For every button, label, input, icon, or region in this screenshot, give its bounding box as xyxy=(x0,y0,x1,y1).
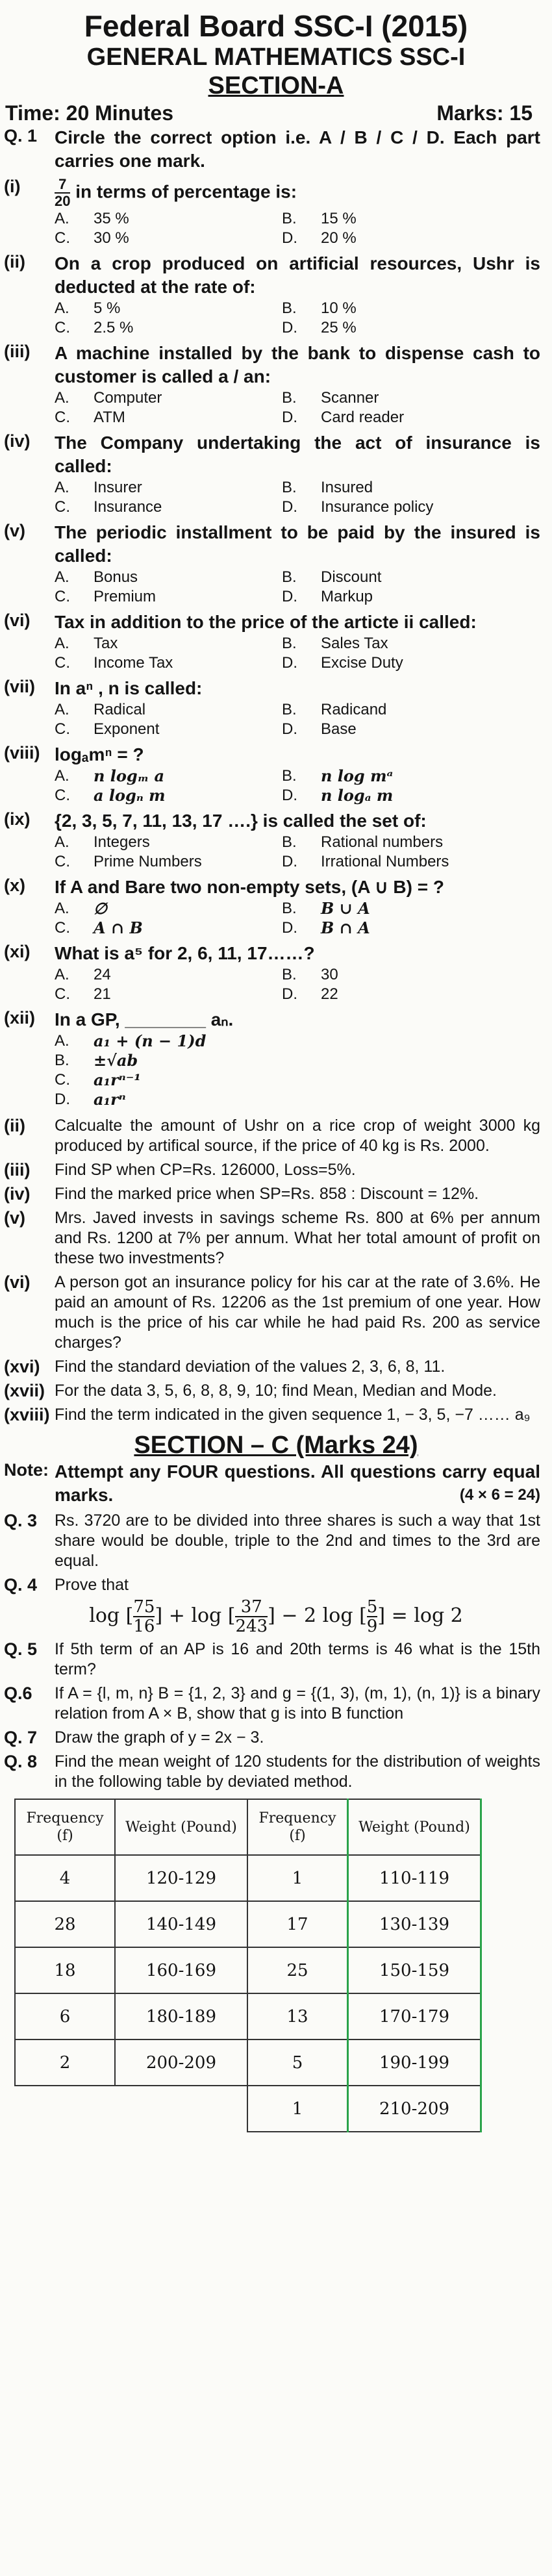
option-text: Irrational Numbers xyxy=(321,853,449,870)
option-letter: B. xyxy=(282,210,297,227)
mcq-prompt: If A and Bare two non-empty sets, (A ∪ B) = ? xyxy=(55,877,444,897)
long-question-number: Q. 8 xyxy=(4,1752,38,1771)
short-question-number: (xviii) xyxy=(4,1405,50,1424)
short-question-list xyxy=(0,1116,552,1425)
option-text: a₁rⁿ⁻¹ xyxy=(94,1070,141,1089)
long-question-number: Q. 5 xyxy=(4,1639,38,1659)
option-text: Premium xyxy=(94,588,157,605)
table-header: Frequency (f) xyxy=(15,1799,115,1855)
option-letter: D. xyxy=(282,588,297,605)
mcq-number: (x) xyxy=(4,876,25,895)
table-row xyxy=(15,1855,481,1901)
mcq-list xyxy=(0,177,552,1109)
short-question-text: Find SP when CP=Rs. 126000, Loss=5%. xyxy=(55,1161,356,1179)
mcq-item xyxy=(0,177,552,248)
table-row xyxy=(15,1947,481,1993)
table-cell: 4 xyxy=(15,1855,115,1901)
mcq-prompt: What is a⁵ for 2, 6, 11, 17……? xyxy=(55,943,315,963)
short-question-number: (ii) xyxy=(4,1116,25,1135)
option-text: Excise Duty xyxy=(321,654,403,672)
long-question xyxy=(0,1728,552,1748)
mcq-item xyxy=(0,611,552,673)
mcq-text xyxy=(55,521,540,568)
option-text: Insurer xyxy=(94,479,142,496)
option-letter: C. xyxy=(55,1071,70,1089)
option-text: A ∩ B xyxy=(94,918,143,937)
table-cell: 160-169 xyxy=(115,1947,247,1993)
mcq-number: (i) xyxy=(4,177,21,196)
option-text: Bonus xyxy=(94,568,138,586)
section-a-heading: SECTION-A xyxy=(208,72,344,99)
long-question-number: Q. 4 xyxy=(4,1575,38,1595)
long-question-number: Q. 7 xyxy=(4,1728,38,1747)
mcq-item xyxy=(0,876,552,938)
option-letter: B. xyxy=(282,966,297,983)
mcq-prompt: Tax in addition to the price of the articte ii called: xyxy=(55,612,477,632)
note-label: Note: xyxy=(4,1460,49,1480)
table-cell: 180-189 xyxy=(115,1993,247,2039)
option-text: a₁rⁿ xyxy=(94,1090,126,1109)
mcq-options xyxy=(55,766,539,805)
long-question-text: If A = {l, m, n} B = {1, 2, 3} and g = {(1, 3), (m, 1), (n, 1)} is a binary relation from A × B, show that g is into B function xyxy=(55,1684,540,1723)
mcq-number: (vi) xyxy=(4,611,31,630)
option-text: 15 % xyxy=(321,210,357,227)
option-letter: A. xyxy=(55,1032,69,1050)
long-question-text: Prove that xyxy=(55,1576,129,1594)
long-question xyxy=(0,1511,552,1571)
short-question-text: A person got an insurance policy for his car at the rate of 3.6%. He paid an amount of Rs. 12206 as the 1st premium of one year. How much is the price of his car while he had paid Rs. 200 as service charges? xyxy=(55,1273,540,1352)
option-text: B ∩ A xyxy=(321,918,370,937)
fraction-numerator: 37 xyxy=(240,1597,262,1617)
option-letter: B. xyxy=(282,635,297,652)
table-header: Weight (Pound) xyxy=(348,1799,481,1855)
option-letter: B. xyxy=(282,479,297,496)
option-text: n log mᵃ xyxy=(321,766,394,785)
option-text: Insurance xyxy=(94,498,162,516)
short-question xyxy=(0,1184,552,1204)
option-text: ±√ab xyxy=(94,1051,138,1070)
mcq-text xyxy=(55,252,540,299)
equation-rhs: = log 2 xyxy=(391,1604,463,1627)
mcq-prompt: A machine installed by the bank to dispense cash to customer is called a / an: xyxy=(55,343,540,386)
short-question-number: (vi) xyxy=(4,1272,31,1292)
log-equation: log [ $\frac{75}{16}$ ] + log [ $\frac{37}{243}$ ] − 2 log [ $\frac{5}{9}$ ] = log 2 xyxy=(89,1597,463,1636)
option-text: 35 % xyxy=(94,210,129,227)
table-row xyxy=(15,2086,481,2132)
long-question xyxy=(0,1684,552,1724)
option-text: Markup xyxy=(321,588,373,605)
short-question-text: For the data 3, 5, 6, 8, 8, 9, 10; find Mean, Median and Mode. xyxy=(55,1382,497,1400)
table-cell: 210-209 xyxy=(348,2086,481,2132)
mcq-text xyxy=(55,809,540,833)
table-row xyxy=(15,2039,481,2086)
mcq-stem xyxy=(0,743,552,766)
short-question xyxy=(0,1116,552,1156)
option-text: Insurance policy xyxy=(321,498,434,516)
option-text: Base xyxy=(321,720,357,738)
option-text: 30 % xyxy=(94,229,129,247)
equation-fraction xyxy=(235,1598,268,1635)
mcq-stem xyxy=(0,177,552,209)
section-c-heading: SECTION – C (Marks 24) xyxy=(134,1432,418,1459)
short-question xyxy=(0,1381,552,1401)
option-text: 25 % xyxy=(321,319,357,336)
mcq-stem xyxy=(0,942,552,965)
option-text: B ∪ A xyxy=(321,899,370,918)
mcq-options xyxy=(55,1031,539,1109)
option-text: Tax xyxy=(94,635,118,652)
table-cell: 130-139 xyxy=(348,1901,481,1947)
mcq-number: (xi) xyxy=(4,942,31,961)
fraction xyxy=(55,177,70,209)
option-text: 10 % xyxy=(321,299,357,317)
table-cell: 200-209 xyxy=(115,2039,247,2086)
fraction-numerator: 7 xyxy=(58,176,67,192)
option-text: Rational numbers xyxy=(321,833,444,851)
mcq-text xyxy=(55,611,540,634)
marks-label: Marks: 15 xyxy=(436,101,533,125)
option-letter: C. xyxy=(55,720,70,738)
section-c-note xyxy=(0,1460,552,1507)
mcq-options xyxy=(55,299,539,338)
option-text: Scanner xyxy=(321,389,379,407)
short-question xyxy=(0,1208,552,1269)
option-letter: D. xyxy=(282,720,297,738)
long-question-text: If 5th term of an AP is 16 and 20th terms is 46 what is the 15th term? xyxy=(55,1640,540,1678)
table-cell: 110-119 xyxy=(348,1855,481,1901)
section-c-questions xyxy=(0,1511,552,1792)
table-cell: 120-129 xyxy=(115,1855,247,1901)
option-letter: C. xyxy=(55,588,70,605)
table-cell: 190-199 xyxy=(348,2039,481,2086)
option-letter: B. xyxy=(282,389,297,407)
mcq-prompt: In a GP, ________ aₙ. xyxy=(55,1009,234,1029)
option-letter: A. xyxy=(55,389,69,407)
option-text: a₁ + (n − 1)d xyxy=(94,1031,207,1050)
option-text: 2.5 % xyxy=(94,319,134,336)
mcq-prompt: logₐmⁿ = ? xyxy=(55,744,144,764)
option-text: Insured xyxy=(321,479,373,496)
table-cell: 1 xyxy=(247,1855,348,1901)
mcq-text xyxy=(55,743,540,766)
option-text: 30 xyxy=(321,966,338,983)
option-text: Card reader xyxy=(321,409,405,426)
mcq-stem xyxy=(0,1008,552,1031)
long-question xyxy=(0,1639,552,1680)
long-question-text: Rs. 3720 are to be divided into three shares is such a way that 1st share would be double, triple to the 2nd and times to the 3rd are equal. xyxy=(55,1511,540,1570)
option-letter: A. xyxy=(55,568,69,586)
short-question xyxy=(0,1405,552,1425)
option-letter: C. xyxy=(55,853,70,870)
table-cell: 1 xyxy=(247,2086,348,2132)
paper-subtitle: GENERAL MATHEMATICS SSC-I xyxy=(86,44,466,71)
option-letter: A. xyxy=(55,833,69,851)
question-number: Q. 1 xyxy=(4,126,38,145)
option-letter: A. xyxy=(55,701,69,718)
note-marks: (4 × 6 = 24) xyxy=(459,1486,540,1504)
mcq-stem xyxy=(0,252,552,299)
fraction-denominator: 16 xyxy=(133,1617,155,1636)
short-question-number: (xvi) xyxy=(4,1357,40,1376)
option-letter: C. xyxy=(55,654,70,672)
mcq-number: (ix) xyxy=(4,809,31,829)
option-text: 20 % xyxy=(321,229,357,247)
option-letter: C. xyxy=(55,985,70,1003)
mcq-prompt: On a crop produced on artificial resources, Ushr is deducted at the rate of: xyxy=(55,253,540,297)
option-text: 5 % xyxy=(94,299,121,317)
mcq-number: (viii) xyxy=(4,743,40,763)
option-text: Radicand xyxy=(321,701,387,718)
mcq-text xyxy=(55,942,540,965)
mcq-prompt: In aⁿ , n is called: xyxy=(55,678,203,698)
table-cell: 170-179 xyxy=(348,1993,481,2039)
long-question-text: Draw the graph of y = 2x − 3. xyxy=(55,1728,264,1747)
mcq-stem xyxy=(0,677,552,700)
table-row xyxy=(15,1993,481,2039)
equation-fraction xyxy=(367,1598,378,1635)
option-letter: B. xyxy=(282,833,297,851)
table-cell: 25 xyxy=(247,1947,348,1993)
option-letter: B. xyxy=(282,701,297,718)
mcq-options xyxy=(55,700,539,739)
table-cell: 13 xyxy=(247,1993,348,2039)
mcq-stem xyxy=(0,611,552,634)
time-label: Time: 20 Minutes xyxy=(5,101,174,125)
mcq-text xyxy=(55,1008,540,1031)
board-title: Federal Board SSC-I (2015) xyxy=(84,9,468,43)
option-text: n logₘ a xyxy=(94,766,165,785)
option-letter: D. xyxy=(282,654,297,672)
short-question-number: (iv) xyxy=(4,1184,31,1204)
short-question-text: Find the marked price when SP=Rs. 858 : Discount = 12%. xyxy=(55,1185,479,1203)
option-letter: A. xyxy=(55,479,69,496)
weights-table xyxy=(14,1799,482,2132)
option-letter: B. xyxy=(282,568,297,586)
mcq-stem xyxy=(0,431,552,478)
option-text: Discount xyxy=(321,568,382,586)
option-text: n logₐ m xyxy=(321,786,394,805)
option-letter: D. xyxy=(282,919,297,937)
option-letter: D. xyxy=(55,1091,70,1108)
option-letter: D. xyxy=(282,409,297,426)
mcq-number: (iv) xyxy=(4,431,31,451)
mcq-number: (v) xyxy=(4,521,25,540)
option-letter: C. xyxy=(55,787,70,804)
table-header: Weight (Pound) xyxy=(115,1799,247,1855)
mcq-options xyxy=(55,568,539,607)
mcq-text xyxy=(55,431,540,478)
option-letter: A. xyxy=(55,966,69,983)
fraction-denominator: 243 xyxy=(235,1617,268,1636)
long-question-text: Find the mean weight of 120 students for the distribution of weights in the following table by deviated method. xyxy=(55,1752,540,1791)
short-question-number: (v) xyxy=(4,1208,25,1228)
mcq-stem xyxy=(0,809,552,833)
mcq-number: (iii) xyxy=(4,342,31,361)
option-letter: D. xyxy=(282,853,297,870)
option-letter: D. xyxy=(282,498,297,516)
mcq-text xyxy=(55,177,540,209)
mcq-number: (xii) xyxy=(4,1008,36,1028)
question-text: Circle the correct option i.e. A / B / C / D. Each part carries one mark. xyxy=(55,127,540,171)
option-text: Exponent xyxy=(94,720,160,738)
mcq-item xyxy=(0,677,552,739)
long-question-number: Q. 3 xyxy=(4,1511,38,1530)
mcq-item xyxy=(0,942,552,1004)
mcq-prompt: The periodic installment to be paid by the insured is called: xyxy=(55,522,540,566)
option-letter: C. xyxy=(55,919,70,937)
mcq-stem xyxy=(0,521,552,568)
mcq-item xyxy=(0,342,552,427)
mcq-options xyxy=(55,209,539,248)
short-question-number: (xvii) xyxy=(4,1381,45,1400)
option-letter: C. xyxy=(55,319,70,336)
option-text: ATM xyxy=(94,409,125,426)
mcq-item xyxy=(0,252,552,338)
mcq-item xyxy=(0,1008,552,1109)
mcq-item xyxy=(0,431,552,517)
mcq-prompt: The Company undertaking the act of insurance is called: xyxy=(55,433,540,476)
option-letter: D. xyxy=(282,787,297,804)
option-text: 24 xyxy=(94,966,111,983)
mcq-options xyxy=(55,634,539,673)
table-cell xyxy=(115,2086,247,2132)
long-question xyxy=(0,1575,552,1595)
table-cell: 6 xyxy=(15,1993,115,2039)
option-text: Radical xyxy=(94,701,146,718)
q1-instruction xyxy=(0,126,552,173)
note-text: Attempt any FOUR questions. All questions carry equal marks. xyxy=(55,1461,540,1505)
mcq-item xyxy=(0,743,552,805)
table-cell: 150-159 xyxy=(348,1947,481,1993)
option-letter: A. xyxy=(55,210,69,227)
option-letter: A. xyxy=(55,299,69,317)
mcq-text xyxy=(55,677,540,700)
mcq-options xyxy=(55,388,539,427)
fraction-numerator: 5 xyxy=(366,1597,378,1617)
mcq-options xyxy=(55,899,539,938)
table-cell: 2 xyxy=(15,2039,115,2086)
fraction-numerator: 75 xyxy=(133,1597,155,1617)
mcq-prompt: in terms of percentage is: xyxy=(75,181,297,202)
short-question xyxy=(0,1272,552,1353)
short-question-number: (iii) xyxy=(4,1160,31,1180)
mcq-text xyxy=(55,342,540,388)
mcq-options xyxy=(55,478,539,517)
short-question-text: Find the term indicated in the given sequence 1, − 3, 5, −7 …… a₉ xyxy=(55,1406,531,1424)
mcq-text xyxy=(55,876,540,899)
table-cell: 28 xyxy=(15,1901,115,1947)
mcq-number: (ii) xyxy=(4,252,25,271)
option-text: Integers xyxy=(94,833,150,851)
mcq-options xyxy=(55,833,539,872)
long-question xyxy=(0,1752,552,1792)
option-text: Income Tax xyxy=(94,654,173,672)
option-letter: B. xyxy=(282,767,297,785)
time-marks-bar xyxy=(0,100,552,126)
short-question xyxy=(0,1357,552,1377)
table-cell: 18 xyxy=(15,1947,115,1993)
option-letter: B. xyxy=(55,1052,69,1069)
option-letter: D. xyxy=(282,319,297,336)
mcq-stem xyxy=(0,876,552,899)
mcq-stem xyxy=(0,342,552,388)
table-cell: 17 xyxy=(247,1901,348,1947)
mcq-number: (vii) xyxy=(4,677,36,696)
option-letter: B. xyxy=(282,900,297,917)
mcq-options xyxy=(55,965,539,1004)
option-letter: C. xyxy=(55,229,70,247)
table-header-row xyxy=(15,1799,481,1855)
option-letter: A. xyxy=(55,635,69,652)
fraction-denominator: 9 xyxy=(366,1617,378,1636)
option-letter: A. xyxy=(55,900,69,917)
option-text: Sales Tax xyxy=(321,635,388,652)
option-letter: C. xyxy=(55,498,70,516)
option-letter: D. xyxy=(282,985,297,1003)
equation-fraction xyxy=(133,1598,155,1635)
option-letter: C. xyxy=(55,409,70,426)
table-cell: 140-149 xyxy=(115,1901,247,1947)
short-question-text: Find the standard deviation of the values 2, 3, 6, 8, 11. xyxy=(55,1357,445,1376)
option-text: Prime Numbers xyxy=(94,853,202,870)
fraction-denominator: 20 xyxy=(55,193,71,209)
long-question-number: Q.6 xyxy=(4,1684,32,1703)
option-letter: A. xyxy=(55,767,69,785)
table-cell: 5 xyxy=(247,2039,348,2086)
short-question xyxy=(0,1160,552,1180)
short-question-text: Mrs. Javed invests in savings scheme Rs. 800 at 6% per annum and Rs. 1200 at 7% per annum. What her total amount of profit on these two investments? xyxy=(55,1209,540,1267)
mcq-item xyxy=(0,521,552,607)
mcq-prompt: {2, 3, 5, 7, 11, 13, 17 ….} is called the set of: xyxy=(55,811,427,831)
option-letter: D. xyxy=(282,229,297,247)
table-cell xyxy=(15,2086,115,2132)
table-header: Frequency (f) xyxy=(247,1799,348,1855)
table-row xyxy=(15,1901,481,1947)
option-text: Computer xyxy=(94,389,162,407)
mcq-item xyxy=(0,809,552,872)
option-text: 21 xyxy=(94,985,111,1003)
option-letter: B. xyxy=(282,299,297,317)
option-text: a logₙ m xyxy=(94,786,166,805)
option-text: 22 xyxy=(321,985,338,1003)
short-question-text: Calcualte the amount of Ushr on a rice crop of weight 3000 kg produced by artifical source, if the price of 40 kg is Rs. 2000. xyxy=(55,1117,540,1155)
option-text: ∅ xyxy=(94,899,107,918)
